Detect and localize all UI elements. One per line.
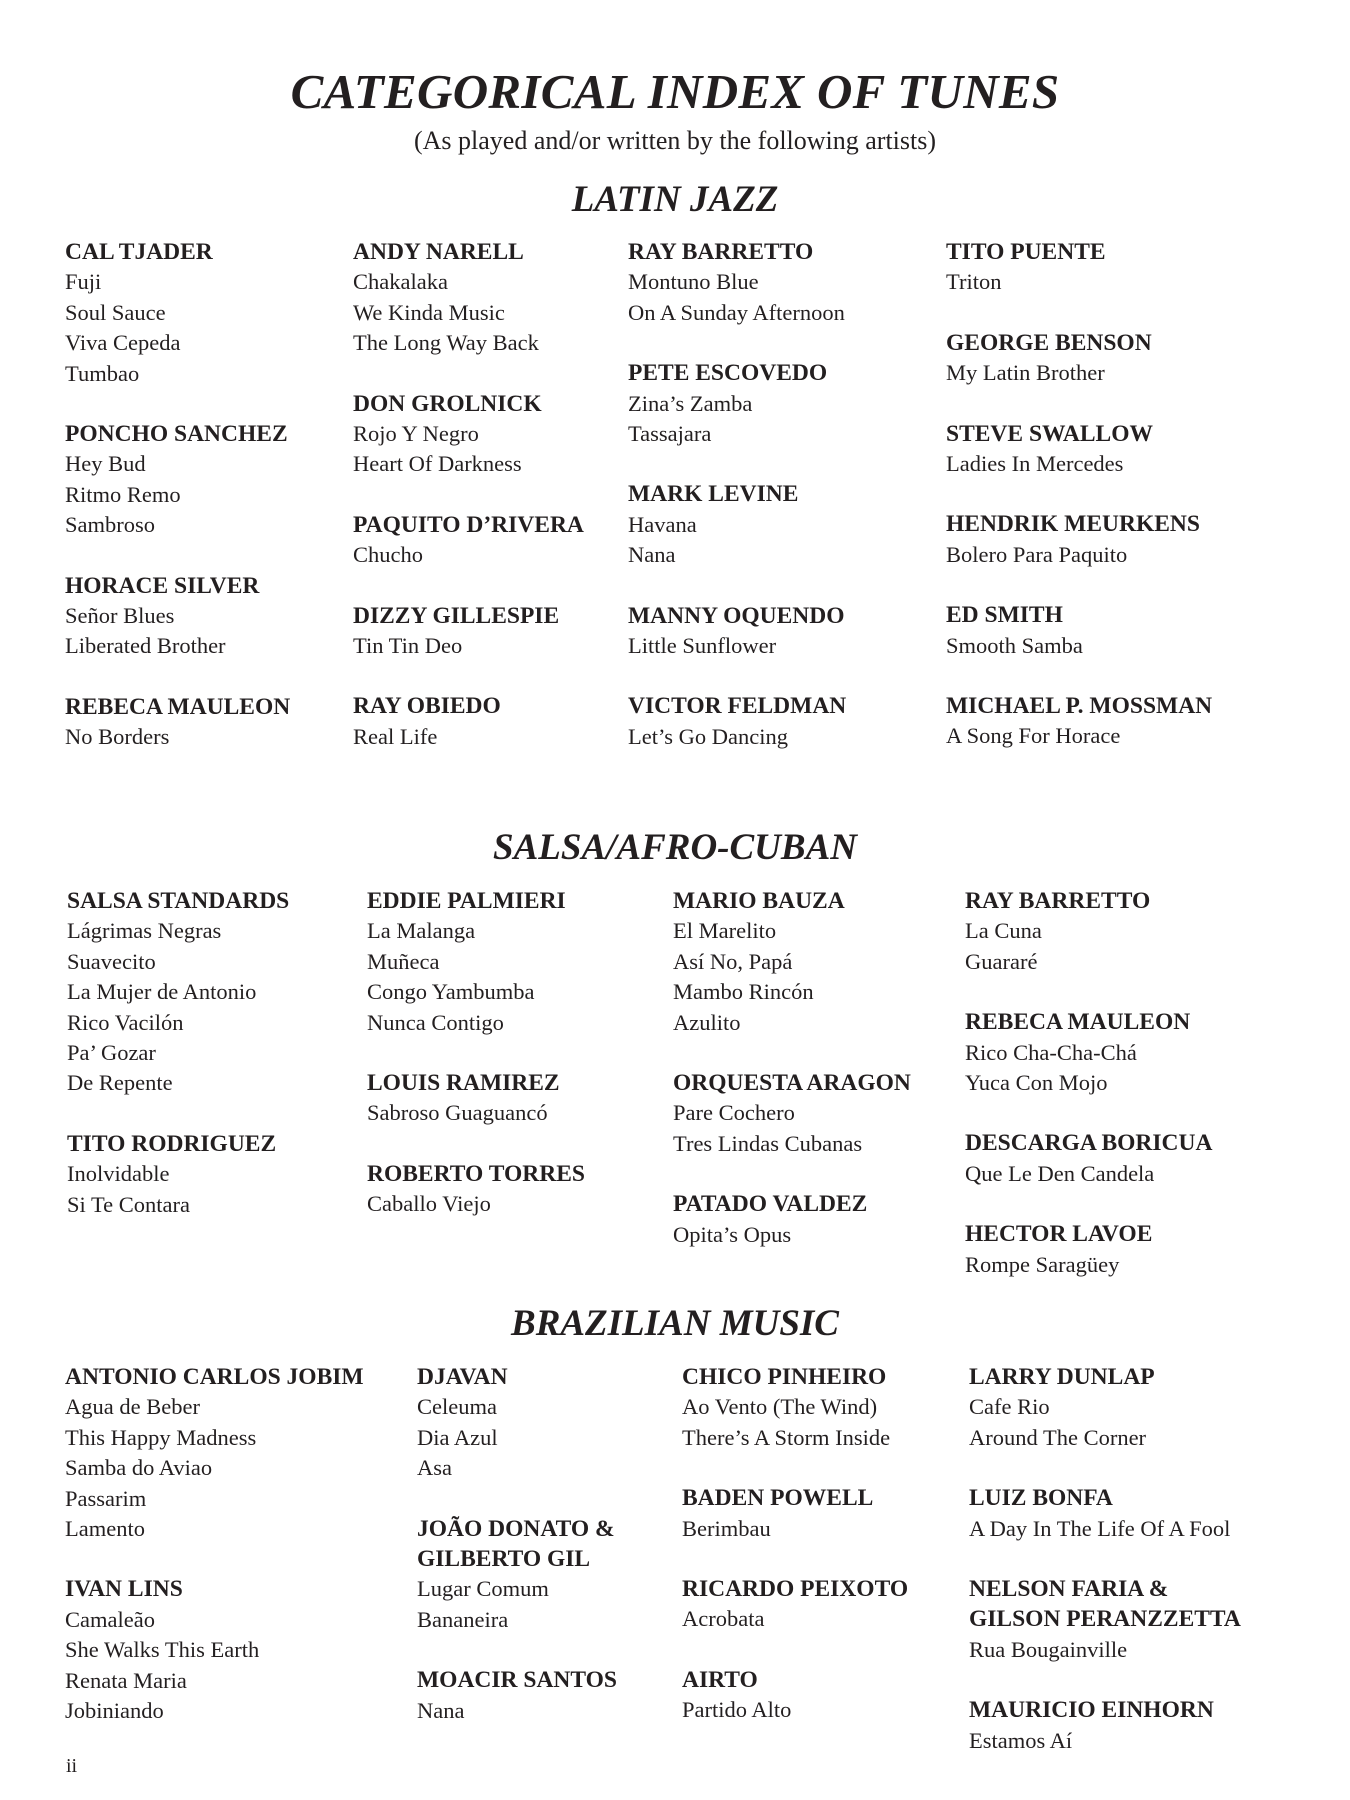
artist-group-tito-puente [946,237,1212,298]
tune-title: Hey Bud [65,451,146,477]
column-3 [673,886,911,1280]
tune-title: Tres Lindas Cubanas [673,1130,863,1156]
artist-name: GEORGE BENSON [946,329,1152,356]
tune-title: Berimbau [682,1515,771,1541]
tune-title: La Cuna [965,918,1042,944]
artist-name: ORQUESTA ARAGON [673,1070,911,1097]
tune-title: El Marelito [673,918,777,944]
tune-title: Mambo Rincón [673,979,814,1005]
artist-name: CHICO PINHEIRO [682,1364,887,1390]
artist-name: MOACIR SANTOS [417,1667,618,1694]
artist-name: IVAN LINS [65,1576,183,1603]
artist-group-poncho-sanchez [65,419,290,541]
column-4 [965,886,1212,1310]
tune-title: Congo Yambumba [367,979,535,1005]
artist-group-ed-smith [946,600,1212,661]
tune-title: Celeuma [417,1394,497,1420]
artist-name: MAURICIO EINHORN [969,1697,1214,1724]
artist-group-ivan-lins [65,1574,364,1726]
artist-group-ray-barretto [628,237,846,328]
column-2 [417,1362,617,1756]
artist-name: ROBERTO TORRES [367,1160,585,1187]
artist-group-djavan [417,1362,617,1484]
artist-group-mark-levine [628,479,846,570]
artist-group-mario-bauza [673,886,911,1038]
tune-title: Acrobata [682,1606,765,1632]
artist-group-ricardo-peixoto [682,1574,908,1635]
tune-title: Así No, Papá [673,948,793,974]
artist-name: BADEN POWELL [682,1485,874,1512]
artist-name: DESCARGA BORICUA [965,1130,1213,1157]
tune-title: Opita’s Opus [673,1221,792,1247]
artist-group-salsa-standards [67,886,289,1099]
tune-title: Asa [417,1455,452,1481]
artist-name: EDDIE PALMIERI [367,888,566,914]
artist-group-pete-escovedo [628,358,846,449]
tune-title: Pare Cochero [673,1100,795,1126]
tune-title: Tassajara [628,421,712,447]
tune-title: A Day In The Life Of A Fool [969,1515,1231,1541]
artist-group-rebeca-mauleon [65,692,290,753]
artist-group-larry-dunlap [969,1362,1241,1453]
artist-name: PETE ESCOVEDO [628,360,828,387]
artist-name: REBECA MAULEON [65,693,291,720]
tune-title: Nunca Contigo [367,1009,504,1035]
tune-title: La Mujer de Antonio [67,979,257,1005]
tune-title: De Repente [67,1070,173,1096]
artist-group-cal-tjader [65,237,290,389]
artist-name: CAL TJADER [65,239,213,265]
tune-title: On A Sunday Afternoon [628,299,845,325]
tune-title: Lamento [65,1516,145,1542]
tune-title: Heart Of Darkness [353,451,522,477]
tune-title: Montuno Blue [628,269,759,295]
artist-name: DJAVAN [417,1364,508,1390]
tune-title: Passarim [65,1485,147,1511]
artist-name: TITO RODRIGUEZ [67,1130,277,1157]
artist-name: MICHAEL P. MOSSMAN [946,693,1213,720]
artist-group-nelson-faria-gilson-peranzzetta [969,1574,1241,1665]
artist-name: ANDY NARELL [353,239,524,265]
tune-title: Muñeca [367,948,440,974]
artist-group-descarga-boricua [965,1128,1212,1189]
column-1 [65,237,290,783]
artist-group-dizzy-gillespie [353,601,584,662]
tune-title: Lágrimas Negras [67,918,222,944]
artist-name: PAQUITO D’RIVERA [353,511,584,538]
tune-title: We Kinda Music [353,299,505,325]
artist-group-luiz-bonfa [969,1483,1241,1544]
artist-group-patado-valdez [673,1189,911,1250]
tune-title: Viva Cepeda [65,330,181,356]
tune-title: Rua Bougainville [969,1636,1128,1662]
tune-title: Little Sunflower [628,633,777,659]
section-heading-brazilian-music: BRAZILIAN MUSIC [511,1303,839,1344]
tune-title: Bolero Para Paquito [946,541,1128,567]
artist-name: REBECA MAULEON [965,1009,1191,1036]
column-2 [353,237,584,782]
tune-title: Real Life [353,723,438,749]
tune-title: Ao Vento (The Wind) [682,1394,878,1420]
artist-group-antonio-carlos-jobim [65,1362,364,1544]
artist-group-baden-powell [682,1483,908,1544]
tune-title: Nana [417,1697,465,1723]
artist-name: HECTOR LAVOE [965,1221,1153,1248]
tune-title: Lugar Comum [417,1576,549,1602]
artist-name: MANNY OQUENDO [628,602,845,629]
column-1 [65,1362,364,1756]
artist-name: AIRTO [682,1666,758,1693]
tune-title: La Malanga [367,918,476,944]
artist-name: NELSON FARIA & GILSON PERANZZETTA [969,1576,1241,1633]
tune-title: Triton [946,269,1002,295]
tune-title: This Happy Madness [65,1424,257,1450]
tune-title: Soul Sauce [65,299,166,325]
tune-title: Liberated Brother [65,633,226,659]
tune-title: Rico Cha-Cha-Chá [965,1039,1137,1065]
column-3 [682,1362,908,1756]
artist-group-chico-pinheiro [682,1362,908,1453]
artist-group-hector-lavoe [965,1219,1212,1280]
artist-name: HORACE SILVER [65,572,260,599]
artist-name: VICTOR FELDMAN [628,693,847,720]
tune-title: Sambroso [65,512,155,538]
artist-name: RAY BARRETTO [965,888,1151,914]
section-heading-latin-jazz: LATIN JAZZ [571,179,779,220]
tune-title: Ladies In Mercedes [946,451,1124,477]
tune-title: Chakalaka [353,269,448,295]
column-1 [67,886,289,1250]
tune-title: Bananeira [417,1606,509,1632]
tune-title: Que Le Den Candela [965,1160,1155,1186]
artist-name: PATADO VALDEZ [673,1191,868,1218]
tune-title: Agua de Beber [65,1394,200,1420]
tune-title: Azulito [673,1009,741,1035]
artist-group-horace-silver [65,571,290,662]
tune-title: Tin Tin Deo [353,633,463,659]
artist-name: TITO PUENTE [946,239,1106,265]
page-number: ii [66,1755,78,1777]
artist-group-manny-oquendo [628,601,846,662]
tune-title: Inolvidable [67,1161,170,1187]
artist-group-ray-barretto [965,886,1212,977]
artist-group-george-benson [946,328,1212,389]
tune-title: Señor Blues [65,603,175,629]
artist-group-tito-rodriguez [67,1129,289,1220]
tune-title: Samba do Aviao [65,1455,213,1481]
tune-title: Rojo Y Negro [353,421,479,447]
tune-title: Jobiniando [65,1698,164,1724]
page-title: CATEGORICAL INDEX OF TUNES [290,64,1060,119]
artist-group-rebeca-mauleon [965,1007,1212,1098]
tune-title: Si Te Contara [67,1191,190,1217]
tune-title: No Borders [65,724,170,750]
tune-title: Camaleão [65,1606,155,1632]
artist-group-louis-ramirez [367,1068,585,1129]
artist-group-steve-swallow [946,419,1212,480]
tune-title: Cafe Rio [969,1394,1050,1420]
column-3 [628,237,846,782]
tune-title: Chucho [353,542,423,568]
column-2 [367,886,585,1250]
artist-name: RICARDO PEIXOTO [682,1576,909,1603]
tune-title: Rompe Saragüey [965,1251,1120,1277]
tune-title: Smooth Samba [946,632,1083,658]
artist-name: RAY OBIEDO [353,693,501,720]
tune-title: Suavecito [67,948,156,974]
artist-name: JOÃO DONATO & GILBERTO GIL [417,1515,615,1573]
tune-title: There’s A Storm Inside [682,1424,891,1450]
tune-title: Let’s Go Dancing [628,723,788,749]
tune-title: A Song For Horace [946,723,1121,749]
tune-title: Pa’ Gozar [67,1040,156,1066]
artist-name: DON GROLNICK [353,390,542,417]
page-subtitle: (As played and/or written by the following artists) [413,126,937,155]
artist-group-victor-feldman [628,691,846,752]
tune-title: Estamos Aí [969,1727,1073,1753]
tune-title: Caballo Viejo [367,1191,491,1217]
tune-title: Fuji [65,269,102,295]
artist-name: HENDRIK MEURKENS [946,511,1200,538]
artist-group-jo-o-donato-gilberto-gil [417,1514,617,1636]
artist-name: SALSA STANDARDS [67,888,290,914]
tune-title: Ritmo Remo [65,481,181,507]
artist-group-hendrik-meurkens [946,509,1212,570]
artist-name: ANTONIO CARLOS JOBIM [65,1364,364,1390]
artist-group-michael-p-mossman [946,691,1212,752]
artist-group-ray-obiedo [353,691,584,752]
tune-title: Havana [628,511,697,537]
tune-title: Dia Azul [417,1424,498,1450]
tune-title: Sabroso Guaguancó [367,1100,548,1126]
artist-name: MARIO BAUZA [673,888,845,914]
artist-name: LARRY DUNLAP [969,1364,1155,1390]
tune-title: Tumbao [65,360,140,386]
artist-group-roberto-torres [367,1159,585,1220]
tune-title: Zina’s Zamba [628,390,753,416]
artist-group-orquesta-aragon [673,1068,911,1159]
tune-title: She Walks This Earth [65,1637,260,1663]
tune-title: Rico Vacilón [67,1009,184,1035]
artist-group-mauricio-einhorn [969,1695,1241,1756]
tune-title: My Latin Brother [946,360,1105,386]
artist-name: LOUIS RAMIREZ [367,1070,560,1097]
column-4 [969,1362,1241,1786]
artist-name: LUIZ BONFA [969,1485,1113,1512]
tune-title: Yuca Con Mojo [965,1070,1108,1096]
artist-group-don-grolnick [353,389,584,480]
tune-title: Nana [628,542,676,568]
tune-title: Around The Corner [969,1424,1147,1450]
tune-title: Guararé [965,948,1038,974]
section-heading-salsa-afro-cuban: SALSA/AFRO-CUBAN [493,827,857,868]
artist-group-moacir-santos [417,1665,617,1726]
tune-title: Renata Maria [65,1667,187,1693]
tune-title: The Long Way Back [353,330,539,356]
artist-name: DIZZY GILLESPIE [353,602,560,629]
artist-group-airto [682,1665,908,1726]
artist-name: ED SMITH [946,602,1063,629]
artist-name: RAY BARRETTO [628,239,814,265]
artist-name: PONCHO SANCHEZ [65,421,288,448]
artist-group-paquito-d-rivera [353,510,584,571]
column-4 [946,237,1212,782]
artist-group-eddie-palmieri [367,886,585,1038]
artist-name: MARK LEVINE [628,481,799,508]
artist-group-andy-narell [353,237,584,359]
artist-name: STEVE SWALLOW [946,420,1154,447]
tune-title: Partido Alto [682,1697,792,1723]
